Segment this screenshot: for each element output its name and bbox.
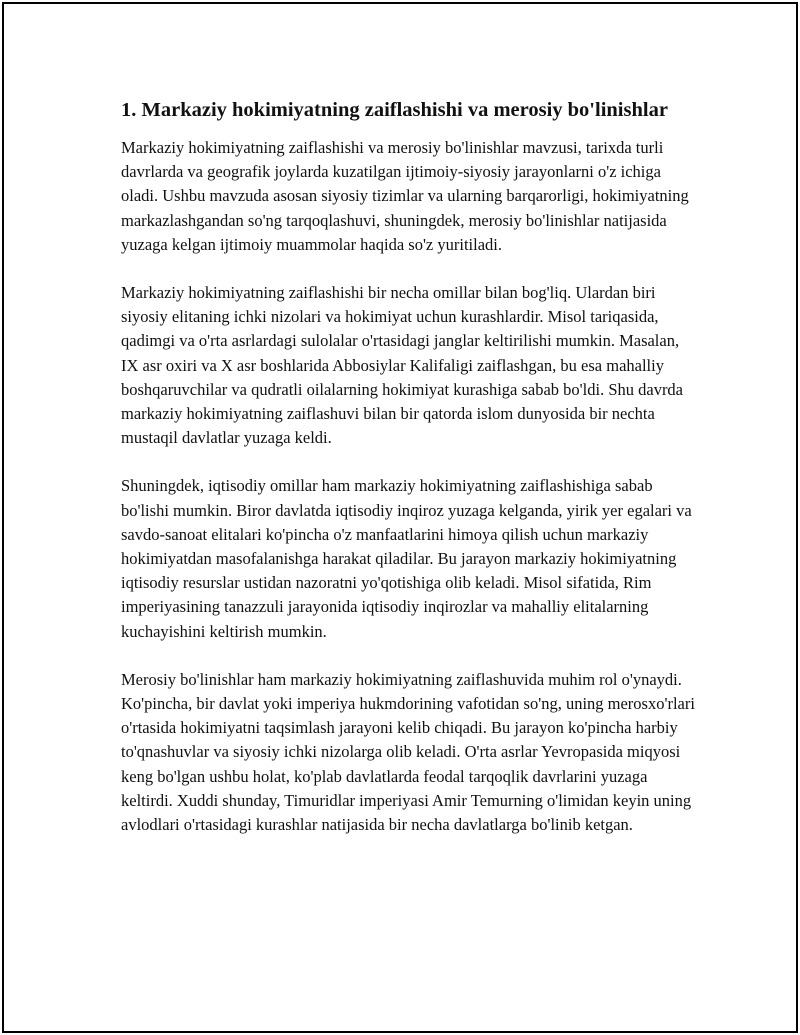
paragraph-1: Markaziy hokimiyatning zaiflashishi va merosiy bo'linishlar mavzusi, tarixda turli davrlarda va geografik joylarda kuzatilgan ijtimoiy-siyosiy jarayonlarni o'z ichiga oladi. Ushbu mavzuda asosan siyosiy tizimlar va ularning barqarorligi, hokimiyatning markazlashgandan so'ng tarqoqlashuvi, shuningdek, merosiy bo'linishlar natijasida yuzaga kelgan ijtimoiy muammolar haqida so'z yuritiladi.	[121, 138, 689, 254]
document-body	[121, 96, 696, 837]
section-title: 1. Markaziy hokimiyatning zaiflashishi va merosiy bo'linishlar	[121, 99, 668, 121]
paragraph-4: Merosiy bo'linishlar ham markaziy hokimiyatning zaiflashuvida muhim rol o'ynaydi. Ko'pincha, bir davlat yoki imperiya hukmdorining vafotidan so'ng, uning merosxo'rlari o'rtasida hokimiyatni taqsimlash jarayoni kelib chiqadi. Bu jarayon ko'pincha harbiy to'qnashuvlar va siyosiy ichki nizolarga olib keladi. O'rta asrlar Yevropasida miqyosi keng bo'lgan ushbu holat, ko'plab davlatlarda feodal tarqoqlik davrlarini yuzaga keltirdi. Xuddi shunday, Timuridlar imperiyasi Amir Temurning o'limidan keyin uning avlodlari o'rtasidagi kurashlar natijasida bir necha davlatlarga bo'linib ketgan.	[121, 669, 695, 835]
paragraph-3: Shuningdek, iqtisodiy omillar ham markaziy hokimiyatning zaiflashishiga sabab bo'lishi mumkin. Biror davlatda iqtisodiy inqiroz yuzaga kelganda, yirik yer egalari va savdo-sanoat elitalari ko'pincha o'z manfaatlarini himoya qilish uchun markaziy hokimiyatdan masofalanishga harakat qiladilar. Bu jarayon markaziy hokimiyatning iqtisodiy resurslar ustidan nazoratni yo'qotishiga olib keladi. Misol sifatida, Rim imperiyasining tanazzuli jarayonida iqtisodiy inqirozlar va mahalliy elitalarning kuchayishini keltirish mumkin.	[121, 476, 692, 641]
paragraph-2: Markaziy hokimiyatning zaiflashishi bir necha omillar bilan bog'liq. Ulardan biri siyosiy elitaning ichki nizolari va hokimiyat uchun kurashlardir. Misol tariqasida, qadimgi va o'rta asrlardagi sulolalar o'rtasidagi janglar keltirilishi mumkin. Masalan, IX asr oxiri va X asr boshlarida Abbosiylar Kalifaligi zaiflashgan, bu esa mahalliy boshqaruvchilar va qudratli oilalarning hokimiyat kurashiga sabab bo'ldi. Shu davrda markaziy hokimiyatning zaiflashuvi bilan bir qatorda islom dunyosida bir nechta mustaqil davlatlar yuzaga keldi.	[121, 283, 684, 448]
page-frame	[2, 2, 798, 1033]
